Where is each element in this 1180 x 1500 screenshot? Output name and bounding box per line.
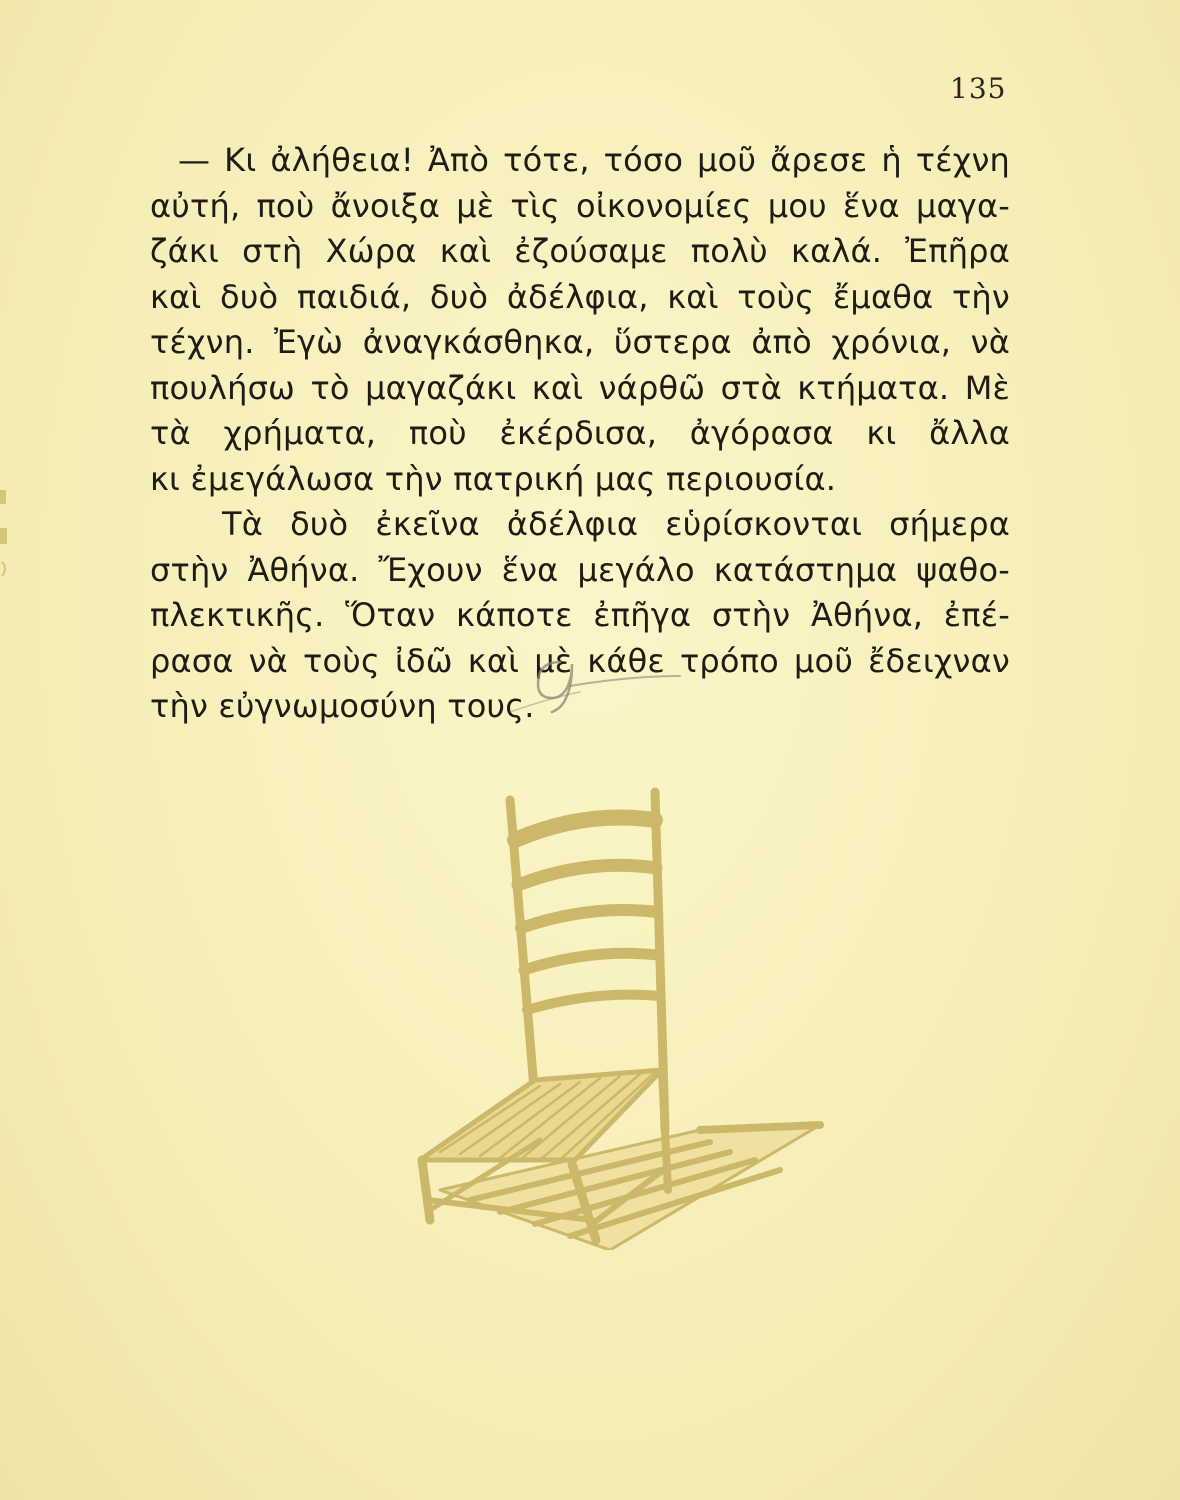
text-line: Τὰ δυὸ ἐκεῖνα ἀδέλφια εὑρίσκονται σήμερα xyxy=(222,505,1010,543)
text-line: καὶ δυὸ παιδιά, δυὸ ἀδέλφια, καὶ τοὺς ἔμαθα τὴν xyxy=(150,277,1010,316)
text-line: πλεκτικῆς. Ὅταν κάποτε ἐπῆγα στὴν Ἀθήνα, ἐπέ- xyxy=(150,596,1010,634)
text-line: κι ἐμεγάλωσα τὴν πατρική μας περιουσία. xyxy=(150,459,837,498)
text-line: τέχνη. Ἐγὼ ἀναγκάσθηκα, ὕστερα ἀπὸ χρόνια, νὰ xyxy=(150,323,1010,361)
text-line: αὐτή, ποὺ ἄνοιξα μὲ τὶς οἰκονομίες μου ἕνα μαγα- xyxy=(150,186,1010,225)
chair-on-rug-illustration xyxy=(400,780,840,1250)
text-line: — Κι ἀλήθεια! Ἀπὸ τότε, τόσο μοῦ ἄρεσε ἡ τέχνη xyxy=(178,141,1010,179)
text-line: ζάκι στὴ Χώρα καὶ ἐζούσαμε πολὺ καλά. Ἐπῆρα xyxy=(150,232,1010,270)
text-line: στὴν Ἀθήνα. Ἔχουν ἕνα μεγάλο κατάστημα ψαθο- xyxy=(150,550,1010,589)
paragraph-1 xyxy=(150,138,1010,502)
text-line: πουλήσω τὸ μαγαζάκι καὶ νάρθῶ στὰ κτήματα. Μὲ xyxy=(150,368,1010,407)
edge-marks-decoration xyxy=(0,480,12,590)
pencil-scribble-mark xyxy=(500,640,690,720)
page-number: 135 xyxy=(950,72,1007,105)
text-line: ρασα νὰ τοὺς ἰδῶ καὶ μὲ κάθε τρόπο μοῦ ἔδειχναν xyxy=(150,641,1010,680)
text-line: τὴν εὐγνωμοσύνη τους. xyxy=(150,687,535,725)
text-line: τὰ χρήματα, ποὺ ἐκέρδισα, ἀγόρασα κι ἄλλα xyxy=(150,414,1010,452)
